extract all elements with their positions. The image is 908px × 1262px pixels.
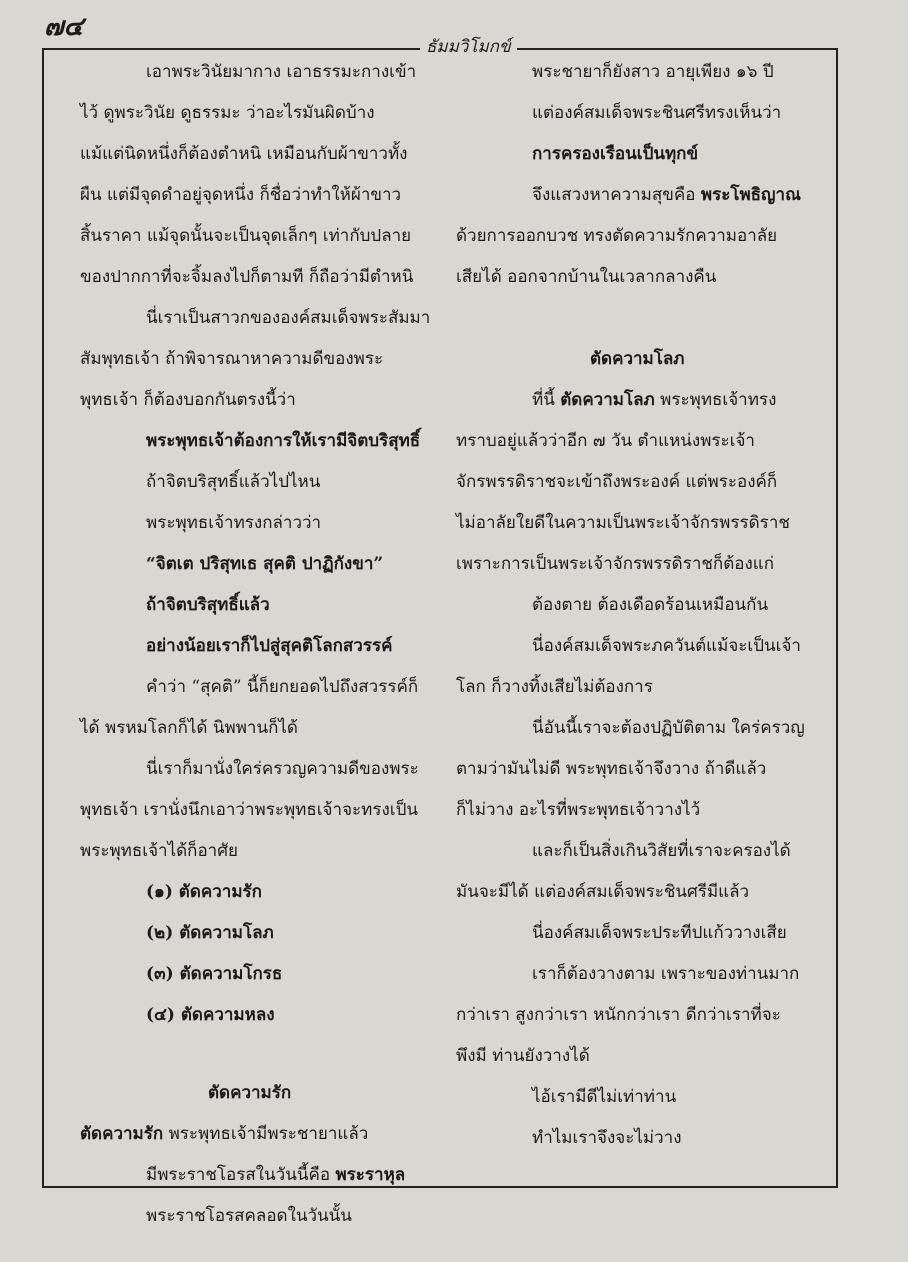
list-item: (๓) ตัดความโกรธ [146,964,283,984]
text-line: นี่เราก็มานั่งใคร่ครวญความดีของพระ [146,759,419,779]
text-line: มันจะมีได้ แต่องค์สมเด็จพระชินศรีมีแล้ว [456,882,750,902]
text-line: เสียได้ ออกจากบ้านในเวลากลางคืน [456,267,717,287]
bold-term: ตัดความรัก [80,1124,164,1144]
list-item: (๒) ตัดความโลภ [146,923,274,943]
text-line: กว่าเรา สูงกว่าเรา หนักกว่าเรา ดีกว่าเราที่จะ [456,1005,781,1025]
text-line: เอาพระวินัยมากาง เอาธรรมะกางเข้า [146,62,417,82]
text-line: พระพุทธเจ้าทรงกล่าวว่า [146,513,322,533]
text-span: ที่นี้ [532,390,555,410]
text-line: ต้องตาย ต้องเดือดร้อนเหมือนกัน [532,595,769,615]
text-line: ผืน แต่มีจุดดำอยู่จุดหนึ่ง ก็ชื่อว่าทำให้ผ้าขาว [80,185,402,205]
text-line: นี่องค์สมเด็จพระภควันต์แม้จะเป็นเจ้า [532,636,801,656]
text-line: ของปากกาที่จะจิ้มลงไปก็ตามที ก็ถือว่ามีตำหนิ [80,267,414,287]
text-line: “จิตเต ปริสุทเธ สุคติ ปาฏิกังขา” [146,554,384,574]
text-line: ไอ้เรามีดีไม่เท่าท่าน [532,1087,677,1107]
text-line: จักรพรรดิราชจะเข้าถึงพระองค์ แต่พระองค์ก็ [456,472,778,492]
text-line: พุทธเจ้า เรานั่งนึกเอาว่าพระพุทธเจ้าจะทรงเป็น [80,800,419,820]
text-span: มีพระราชโอรสในวันนี้คือ [146,1165,331,1185]
bold-term: ตัดความโลภ [560,390,655,410]
text-line: พุทธเจ้า ก็ต้องบอกกันตรงนี้ว่า [80,390,296,410]
section-heading: ตัดความรัก [208,1083,292,1103]
text-line: ถ้าจิตบริสุทธิ์แล้ว [146,595,270,615]
text-line: พระพุทธเจ้าต้องการให้เรามีจิตบริสุทธิ์ [146,431,421,451]
header-title: ธัมมวิโมกข์ [420,33,517,60]
text-line: ได้ พรหมโลกก็ได้ นิพพานก็ได้ [80,718,298,738]
text-span: พระพุทธเจ้าทรง [660,390,777,410]
text-line: สัมพุทธเจ้า ถ้าพิจารณาหาความดีของพระ [80,349,384,369]
text-line: สิ้นราคา แม้จุดนั้นจะเป็นจุดเล็กๆ เท่ากับปลาย [80,226,412,246]
text-line [532,181,801,208]
page-number: ๗๔ [44,12,84,42]
text-line: ทำไมเราจึงจะไม่วาง [532,1128,682,1148]
list-item: (๑) ตัดความรัก [146,882,262,902]
text-line: เราก็ต้องวางตาม เพราะของท่านมาก [532,964,800,984]
text-line: พระราชโอรสคลอดในวันนั้น [146,1206,352,1226]
text-line: พระพุทธเจ้าได้ก็อาศัย [80,841,238,861]
text-span: จึงแสวงหาความสุขคือ [532,185,696,205]
text-line: โลก ก็วางทิ้งเสียไม่ต้องการ [456,677,653,697]
text-line: นี่เราเป็นสาวกขององค์สมเด็จพระสัมมา [146,308,431,328]
text-line: แต่องค์สมเด็จพระชินศรีทรงเห็นว่า [532,103,782,123]
text-line: ด้วยการออกบวช ทรงตัดความรักความอาลัย [456,226,778,246]
text-line: ไม่อาลัยใยดีในความเป็นพระเจ้าจักรพรรดิราช [456,513,790,533]
bold-term: พระโพธิญาณ [700,185,801,205]
text-line: ตามว่ามันไม่ดี พระพุทธเจ้าจึงวาง ถ้าดีแล้ว [456,759,767,779]
text-line [146,1161,405,1188]
bold-term: พระราหุล [335,1165,406,1185]
text-line: ถ้าจิตบริสุทธิ์แล้วไปไหน [146,472,321,492]
text-line: เพราะการเป็นพระเจ้าจักรพรรดิราชก็ต้องแก่ [456,554,775,574]
text-line: คำว่า “สุคติ” นี้ก็ยกยอดไปถึงสวรรค์ก็ [146,677,419,697]
text-line: พึงมี ท่านยังวางได้ [456,1046,590,1066]
text-line: การครองเรือนเป็นทุกข์ [532,144,699,164]
text-line [80,1120,368,1147]
text-line: ทราบอยู่แล้วว่าอีก ๗ วัน ตำแหน่งพระเจ้า [456,431,755,451]
text-line: ไว้ ดูพระวินัย ดูธรรมะ ว่าอะไรมันผิดบ้าง [80,103,375,123]
text-line: นี่องค์สมเด็จพระประทีปแก้ววางเสีย [532,923,787,943]
text-line: แม้แต่นิดหนึ่งก็ต้องตำหนิ เหมือนกับผ้าขาวทั้ง [80,144,408,164]
text-line: พระชายาก็ยังสาว อายุเพียง ๑๖ ปี [532,62,774,82]
text-line: ก็ไม่วาง อะไรที่พระพุทธเจ้าวางไว้ [456,800,701,820]
list-item: (๔) ตัดความหลง [146,1005,275,1025]
text-line [532,386,776,413]
section-heading: ตัดความโลภ [590,349,685,369]
text-span: พระพุทธเจ้ามีพระชายาแล้ว [168,1124,369,1144]
text-line: และก็เป็นสิ่งเกินวิสัยที่เราจะครองได้ [532,841,791,861]
text-line: นี่อันนี้เราจะต้องปฏิบัติตาม ใคร่ครวญ [532,718,805,738]
text-line: อย่างน้อยเราก็ไปสู่สุคติโลกสวรรค์ [146,636,393,656]
